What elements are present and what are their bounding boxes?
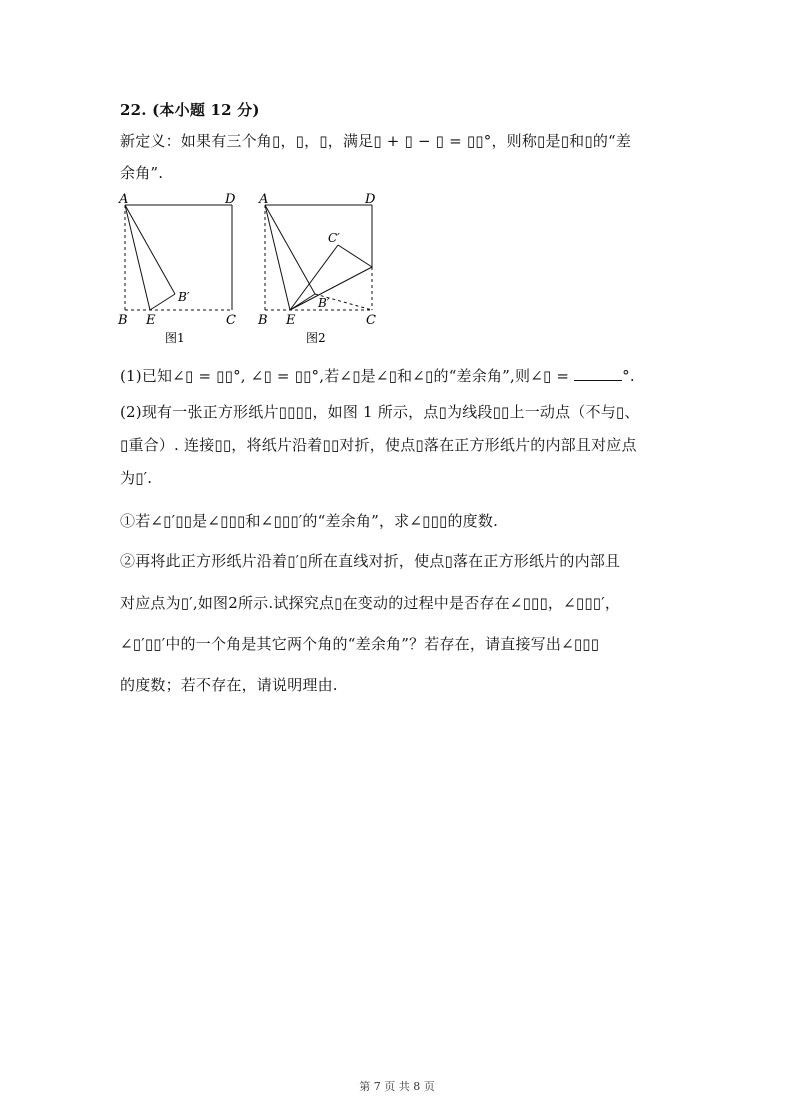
definition-line-2: 余角”. <box>120 164 164 182</box>
page-footer: 第 7 页 共 8 页 <box>359 1080 435 1093</box>
fig1-line-eb-prime <box>150 294 175 310</box>
fig2-label-b-prime: B′ <box>318 296 330 310</box>
fig1-label-e: E <box>146 313 156 328</box>
fig2-line-ec-prime <box>290 245 338 310</box>
part-1-suffix: °. <box>622 367 635 385</box>
sub-question-2-line-1: ②再将此正方形纸片沿着▯′▯所在直线对折，使点▯落在正方形纸片的内部且 <box>120 552 621 570</box>
fig2-label-a: A <box>259 192 269 207</box>
fig2-line-fold <box>290 267 372 310</box>
part-2-line-1: (2)现有一张正方形纸片▯▯▯▯，如图 1 所示，点▯为线段▯▯上一动点（不与▯、 <box>120 403 640 421</box>
geometry-figures <box>110 190 390 350</box>
fig1-label-b: B <box>118 313 128 328</box>
fig1-line-ae <box>125 205 150 310</box>
sub-question-2-line-3: ∠▯′▯▯′中的一个角是其它两个角的“差余角”？若存在，请直接写出∠▯▯▯ <box>120 635 600 653</box>
figures <box>110 190 390 350</box>
fig2-line-ae <box>265 205 290 310</box>
figure-2 <box>257 192 376 345</box>
fig1-caption: 图1 <box>165 331 185 345</box>
fig1-label-c: C <box>226 313 236 328</box>
fig2-label-e: E <box>286 313 296 328</box>
fig2-label-b: B <box>258 313 268 328</box>
question-header: 22. (本小题 12 分) <box>120 101 260 119</box>
fig1-label-b-prime: B′ <box>178 290 190 304</box>
sub-question-2-line-2: 对应点为▯′,如图2所示.试探究点▯在变动的过程中是否存在∠▯▯▯，∠▯▯▯′， <box>120 594 621 612</box>
part-2-line-3: 为▯′. <box>120 469 153 487</box>
fig1-line-ab-prime <box>125 205 175 294</box>
fig2-label-c: C <box>366 313 376 328</box>
sub-question-1: ①若∠▯′▯▯是∠▯▯▯和∠▯▯▯′的“差余角”，求∠▯▯▯的度数. <box>120 512 499 530</box>
fig2-caption: 图2 <box>306 331 326 345</box>
part-1 <box>120 366 635 386</box>
fig1-label-d: D <box>225 192 236 207</box>
part-2-line-2: ▯重合）. 连接▯▯，将纸片沿着▯▯对折，使点▯落在正方形纸片的内部且对应点 <box>120 436 637 454</box>
figure-1 <box>117 192 236 345</box>
fig1-label-a: A <box>119 192 129 207</box>
part-1-text: (1)已知∠▯ = ▯▯°, ∠▯ = ▯▯°,若∠▯是∠▯和∠▯的“差余角”,则∠▯ = <box>120 367 570 385</box>
answer-blank <box>574 366 622 381</box>
sub-question-2-line-4: 的度数；若不存在，请说明理由. <box>120 676 338 694</box>
fig2-label-d: D <box>365 192 376 207</box>
fig2-line-c-prime-f <box>338 245 372 267</box>
definition-line-1: 新定义：如果有三个角▯，▯，▯，满足▯ + ▯ − ▯ = ▯▯°，则称▯是▯和▯的“差 <box>120 132 632 150</box>
fig2-line-ab-prime <box>265 205 315 294</box>
fig2-label-c-prime: C′ <box>328 231 340 245</box>
